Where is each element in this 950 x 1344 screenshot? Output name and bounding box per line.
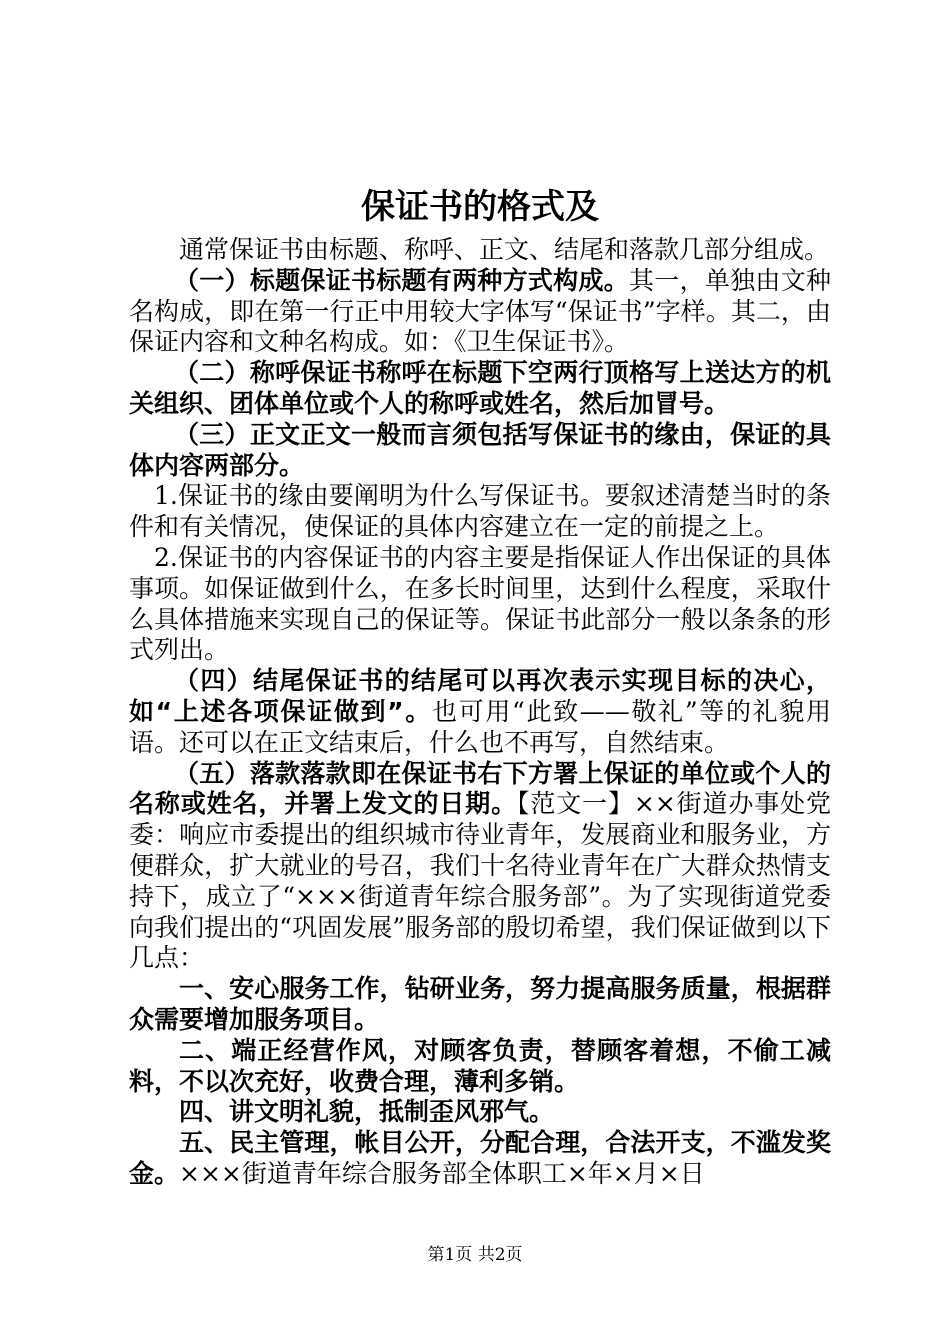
pledge-paragraph: 一、安心服务工作，钻研业务，努力提高服务质量，根据群众需要增加服务项目。	[129, 974, 831, 1034]
document-page	[129, 0, 831, 1344]
signature-date: ×××街道青年综合服务部全体职工×年×月×日	[179, 1158, 705, 1188]
document-body	[129, 235, 831, 1190]
section-signature-paragraph	[129, 759, 831, 975]
section-ending-paragraph	[129, 666, 831, 758]
section-heading: （一）标题保证书标题有两种方式构成。	[174, 265, 630, 295]
pledge-heading: 五、民主管理，帐目公开，分配合理，合法开支，不滥发奖金。	[129, 1128, 831, 1188]
item-reason-paragraph: 1.保证书的缘由要阐明为什么写保证书。要叙述清楚当时的条件和有关情况，使保证的具体内容建立在一定的前提之上。	[129, 481, 831, 542]
section-heading: （四）结尾保证书的结尾可以再次表示实现目标的决心，如“上述各项保证做到”。	[129, 666, 831, 726]
section-text: 【范文一】××街道办事处党委：响应市委提出的组织城市待业青年，发展商业和服务业，方便群众，扩大就业的号召，我们十名待业青年在广大群众热情支持下，成立了“×××街道青年综合服务部”。为了实现街道党委向我们提出的“巩固发展”服务部的殷切希望，我们保证做到以下几点：	[129, 789, 831, 973]
section-heading: （五）落款落款即在保证书右下方署上保证的单位或个人的名称或姓名，并署上发文的日期。	[129, 758, 831, 819]
section-title-paragraph	[129, 266, 831, 358]
section-text: 其一，单独由文种名构成，即在第一行正中用较大字体写“保证书”字样。其二，由保证内容和文种名构成。如：《卫生保证书》。	[129, 265, 831, 357]
pledge-paragraph: 四、讲文明礼貌，抵制歪风邪气。	[179, 1097, 555, 1127]
section-salutation-paragraph: （二）称呼保证书称呼在标题下空两行顶格写上送达方的机关组织、团体单位或个人的称呼或姓名，然后加冒号。	[129, 358, 831, 418]
document-title: 保证书的格式及	[361, 187, 599, 227]
pledge-paragraph	[129, 1128, 831, 1190]
pledge-paragraph: 二、端正经营作风，对顾客负责，替顾客着想，不偷工减料，不以次充好，收费合理，薄利多销。	[129, 1035, 831, 1096]
item-content-paragraph: 2.保证书的内容保证书的内容主要是指保证人作出保证的具体事项。如保证做到什么，在多长时间里，达到什么程度，采取什么具体措施来实现自己的保证等。保证书此部分一般以条条的形式列出。	[129, 542, 831, 665]
page-number: 第1页 共2页	[427, 1245, 523, 1265]
section-text: 也可用“此致——敬礼”等的礼貌用语。还可以在正文结束后，什么也不再写，自然结束。	[129, 696, 831, 757]
intro-paragraph: 通常保证书由标题、称呼、正文、结尾和落款几部分组成。	[179, 235, 830, 264]
section-body-paragraph: （三）正文正文一般而言须包括写保证书的缘由，保证的具体内容两部分。	[129, 419, 831, 480]
